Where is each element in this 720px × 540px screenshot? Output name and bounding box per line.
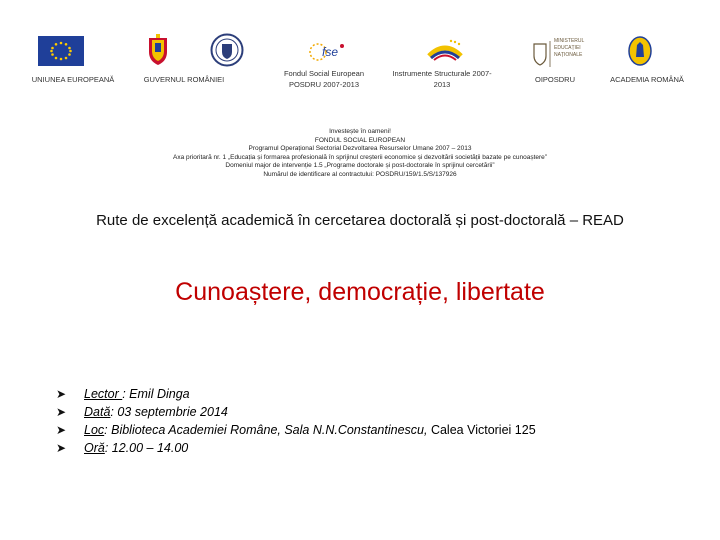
ministry-seal-icon [210, 33, 244, 67]
eu-flag-icon [38, 36, 84, 66]
detail-key: Loc [84, 423, 105, 437]
logo-label-eu: UNIUNEA EUROPEANĂ [31, 75, 115, 84]
romania-coat-of-arms-icon [146, 34, 170, 66]
logo-row [0, 30, 720, 100]
funding-line: Domeniul major de intervenție 1.5 „Programe doctorale și post-doctorale în sprijinul cercetării” [225, 162, 495, 170]
detail-key: Lector [84, 387, 123, 401]
detail-value: : Biblioteca Academiei Române, Sala N.N.Constantinescu, [104, 423, 431, 437]
logo-label-oiposdru: OIPOSDRU [534, 75, 575, 84]
logo-label-academy: ACADEMIA ROMÂNĂ [610, 75, 684, 84]
detail-value-address: Calea Victoriei 125 [430, 423, 536, 437]
detail-key: Dată [84, 405, 111, 419]
romanian-academy-logo-icon [627, 35, 653, 67]
detail-value: : Emil Dinga [122, 387, 190, 401]
funding-line: Numărul de identificare al contractului: POSDRU/159/1.5/S/137926 [263, 170, 457, 178]
lecture-title: Cunoaștere, democrație, libertate [175, 278, 545, 306]
detail-value: : 03 septembrie 2014 [110, 405, 228, 419]
arrow-bullet-icon: ➤ [56, 441, 67, 455]
logo-label-government: GUVERNUL ROMÂNIEI [143, 75, 225, 84]
arrow-bullet-icon: ➤ [56, 387, 67, 401]
funding-line: Axa prioritară nr. 1 „Educația și formarea profesională în sprijinul creșterii economice și dezvoltării societății bazate pe cunoaștere” [173, 153, 547, 161]
detail-lecturer [56, 385, 656, 403]
logo-label-fse: Fondul Social European POSDRU 2007-2013 [283, 69, 365, 89]
funding-info [0, 128, 720, 180]
ministry-education-logo-text: MINISTERUL EDUCAȚIEI NAȚIONALE [554, 38, 585, 58]
detail-key: Oră [84, 441, 105, 455]
detail-time [56, 439, 656, 457]
svg-text:fse: fse [322, 45, 339, 59]
detail-location [56, 421, 656, 439]
fse-logo-icon [308, 40, 350, 64]
project-title: Rute de excelență academică în cercetarea doctorală și post-doctorală – READ [96, 212, 624, 229]
logo-label-structural: Instrumente Structurale 2007-2013 [392, 69, 492, 89]
funding-line: Programul Operațional Sectorial Dezvoltarea Resurselor Umane 2007 – 2013 [248, 145, 472, 153]
lecture-details [56, 385, 656, 457]
funding-line: Investește în oameni! [329, 128, 391, 135]
funding-line: FONDUL SOCIAL EUROPEAN [314, 136, 406, 144]
detail-value: : 12.00 – 14.00 [104, 441, 189, 455]
detail-date [56, 403, 656, 421]
structural-instruments-logo-icon [425, 38, 465, 64]
arrow-bullet-icon: ➤ [56, 423, 67, 437]
arrow-bullet-icon: ➤ [56, 405, 67, 419]
